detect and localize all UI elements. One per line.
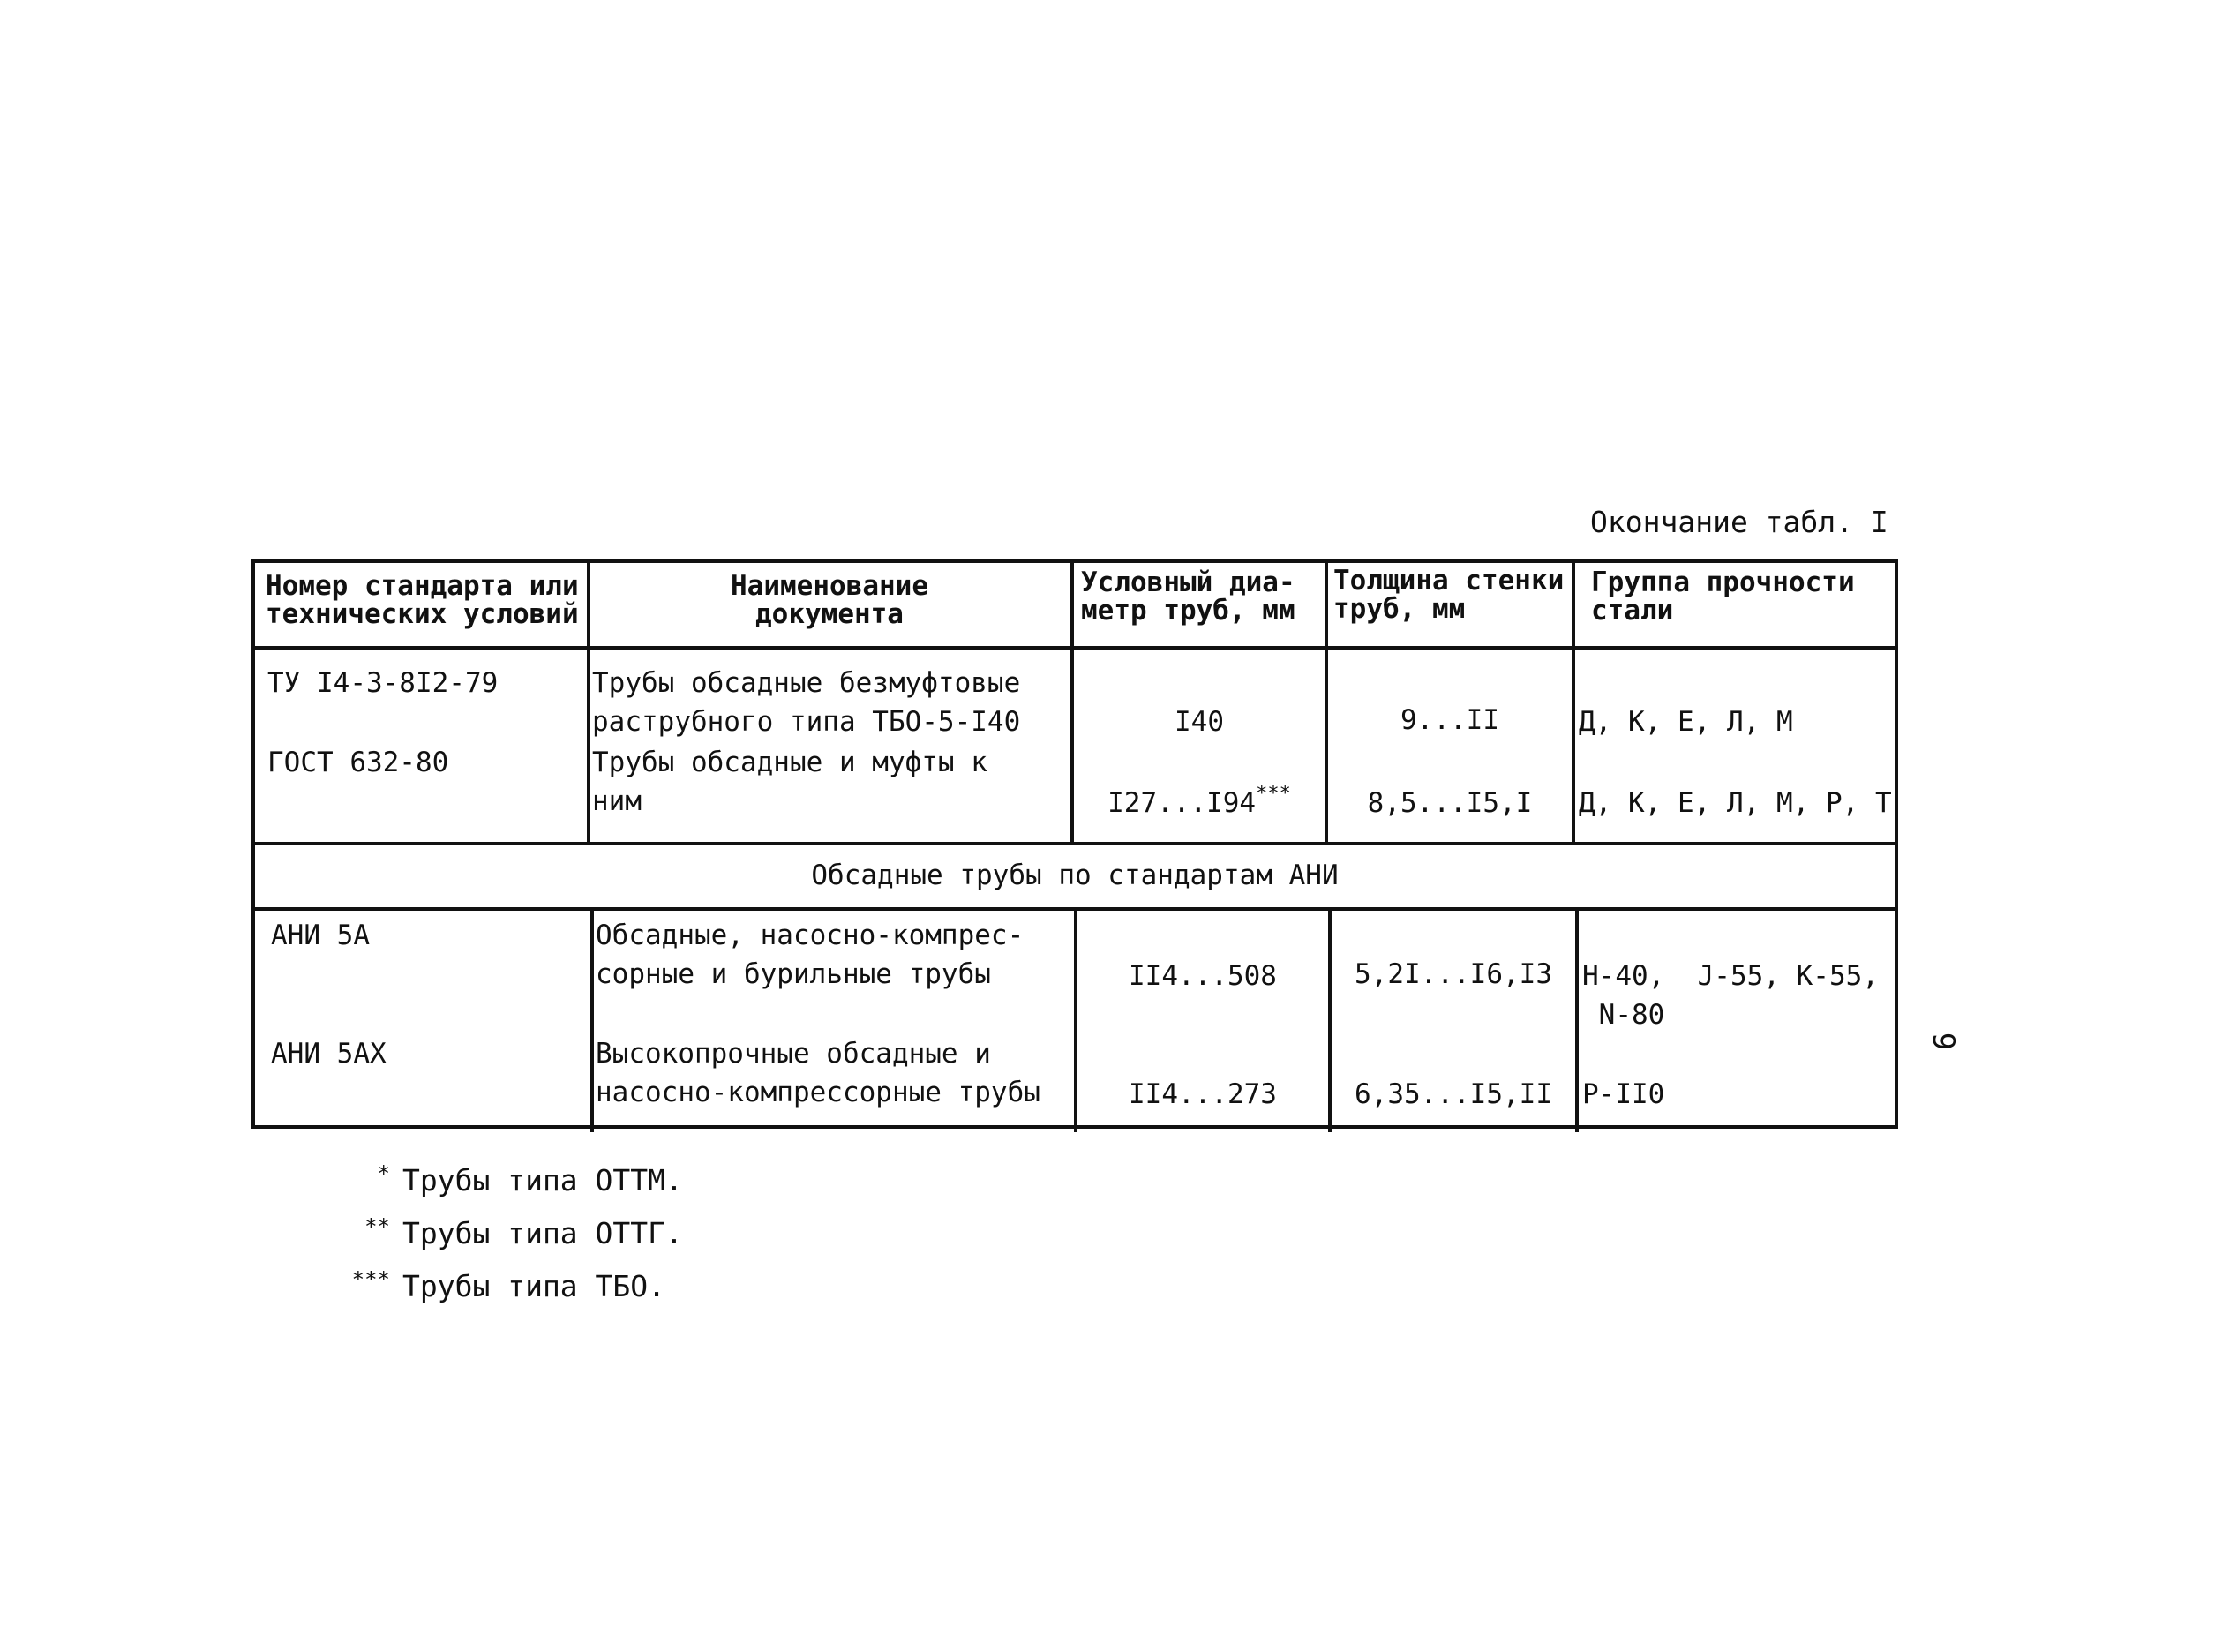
row4-standard: АНИ 5АХ: [271, 1038, 387, 1070]
footnote-item: [327, 1269, 683, 1322]
row3-document-name: Обсадные, насосно-компрес- сорные и бурильные трубы: [596, 920, 1025, 990]
header-standard: Номер стандарта или технических условий: [266, 570, 579, 630]
section-heading: Обсадные трубы по стандартам АНИ: [811, 860, 1339, 891]
row4-thickness: 6,35...I5,II: [1355, 1078, 1552, 1110]
section-top-divider: [255, 842, 1895, 845]
row1-standard: ТУ I4-3-8I2-79: [267, 667, 499, 699]
row3-diameter: II4...508: [1129, 960, 1277, 992]
row1-document-name: Трубы обсадные безмуфтовые раструбного типа ТБО-5-I40: [592, 667, 1021, 738]
footnote-text: Трубы типа ТБО.: [402, 1269, 666, 1303]
row2-standard: ГОСТ 632-80: [267, 747, 449, 778]
header-divider: [255, 646, 1895, 650]
row2-document-name: Трубы обсадные и муфты к ним: [592, 747, 987, 817]
header-thickness: Толщина стенки труб, мм: [1333, 565, 1565, 625]
row1-thickness: 9...II: [1400, 704, 1499, 736]
row1-steel-grade: Д, К, Е, Л, М: [1579, 706, 1793, 738]
row2-diameter: [1074, 784, 1325, 826]
row3-steel-grade: Н-40, J-55, К-55, N-80: [1582, 960, 1879, 1031]
column-divider: [590, 907, 594, 1132]
table-caption: Окончание табл. I: [1590, 505, 1888, 539]
row4-steel-grade: Р-II0: [1582, 1078, 1665, 1110]
footnote-mark: **: [364, 1214, 390, 1239]
row2-steel-grade: Д, К, Е, Л, М, Р, Т: [1579, 787, 1892, 819]
row4-diameter: II4...273: [1129, 1078, 1277, 1110]
footnote-item: [327, 1216, 683, 1269]
footnote-mark: *: [377, 1161, 390, 1186]
page-number: 9: [1925, 1032, 1962, 1051]
row4-document-name: Высокопрочные обсадные и насосно-компрессорные трубы: [596, 1038, 1040, 1108]
pipe-standards-table: [251, 559, 1898, 1129]
row2-thickness: 8,5...I5,I: [1367, 787, 1533, 819]
footnote-item: [327, 1163, 683, 1216]
header-document-name: Наименование документа: [731, 570, 928, 630]
column-divider: [1572, 563, 1575, 842]
footnotes: [327, 1163, 683, 1322]
column-divider: [1575, 907, 1579, 1132]
column-divider: [587, 563, 590, 842]
footnote-ref-mark: ***: [1256, 783, 1291, 805]
footnote-mark: ***: [351, 1267, 390, 1292]
footnote-text: Трубы типа ОТТМ.: [402, 1163, 683, 1198]
footnote-text: Трубы типа ОТТГ.: [402, 1216, 683, 1250]
row3-standard: АНИ 5А: [271, 920, 370, 951]
row2-diameter-value: I27...I94: [1107, 787, 1257, 819]
header-steel-grade: Группа прочности стали: [1591, 567, 1855, 627]
row1-diameter: I40: [1175, 706, 1224, 738]
header-diameter: Условный диа- метр труб, мм: [1081, 567, 1295, 627]
row3-thickness: 5,2I...I6,I3: [1355, 958, 1552, 990]
